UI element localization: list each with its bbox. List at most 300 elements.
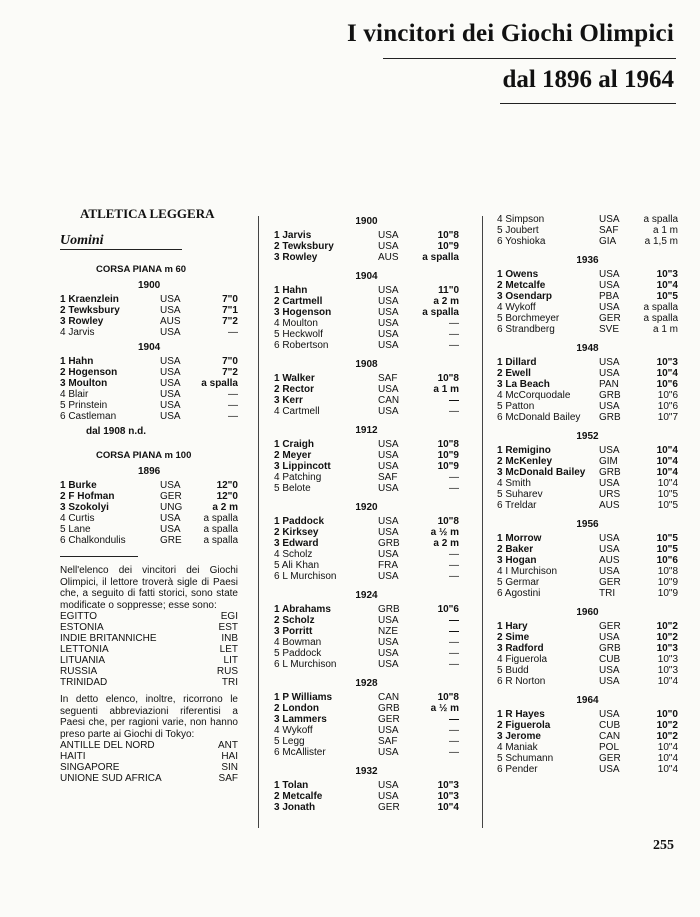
- result-value: —: [449, 747, 459, 758]
- result-row: [497, 533, 678, 544]
- result-value: a spalla: [201, 378, 238, 389]
- country-code: USA: [378, 527, 399, 538]
- athlete-name: 4 Cartmell: [274, 406, 320, 417]
- athlete-name: 5 Germar: [497, 577, 540, 588]
- athlete-name: 4 McCorquodale: [497, 390, 571, 401]
- athlete-name: 3 Jonath: [274, 802, 316, 813]
- country-code: USA: [599, 544, 620, 555]
- country-code: GIA: [599, 236, 617, 247]
- country-code: GRB: [378, 538, 400, 549]
- result-row: [60, 400, 238, 411]
- result-row: [274, 527, 459, 538]
- results-list: [497, 533, 678, 599]
- country-abbr: SAF: [218, 773, 238, 784]
- result-value: 10"6: [657, 390, 678, 401]
- country-code: USA: [599, 302, 620, 313]
- country-code: CAN: [378, 395, 400, 406]
- athlete-name: 1 Burke: [60, 480, 97, 491]
- country-name: ANTILLE DEL NORD: [60, 740, 155, 751]
- result-row: [497, 676, 678, 687]
- result-row: [497, 643, 678, 654]
- abbreviation-row: [60, 762, 238, 773]
- result-value: —: [449, 395, 459, 406]
- country-code: USA: [160, 327, 181, 338]
- country-name: HAITI: [60, 751, 86, 762]
- country-code: CAN: [378, 692, 400, 703]
- country-code: USA: [378, 296, 399, 307]
- country-code: USA: [160, 294, 181, 305]
- country-code: SAF: [378, 736, 398, 747]
- result-row: [274, 395, 459, 406]
- year-heading: 1896: [138, 466, 161, 477]
- athlete-name: 1 Morrow: [497, 533, 542, 544]
- result-value: 10"4: [656, 456, 678, 467]
- country-code: USA: [378, 747, 399, 758]
- result-row: [274, 791, 459, 802]
- country-code: GER: [599, 621, 621, 632]
- result-value: 7"1: [222, 305, 238, 316]
- result-row: [60, 367, 238, 378]
- result-value: 10"4: [657, 478, 678, 489]
- year-heading: 1932: [355, 766, 378, 777]
- athlete-name: 3 Jerome: [497, 731, 541, 742]
- result-value: 10"8: [437, 516, 459, 527]
- result-value: 12"0: [216, 480, 238, 491]
- country-code: AUS: [599, 500, 620, 511]
- result-row: [497, 390, 678, 401]
- country-code: GIM: [599, 456, 618, 467]
- athlete-name: 5 Legg: [274, 736, 305, 747]
- result-value: 10"3: [437, 791, 459, 802]
- result-value: 10"4: [656, 445, 678, 456]
- results-list: [274, 230, 459, 263]
- athlete-name: 6 Agostini: [497, 588, 541, 599]
- result-value: —: [449, 483, 459, 494]
- country-code: USA: [378, 791, 399, 802]
- country-code: USA: [160, 524, 181, 535]
- result-value: 10"4: [657, 764, 678, 775]
- athlete-name: 2 Meyer: [274, 450, 312, 461]
- country-code: USA: [378, 340, 399, 351]
- result-value: —: [449, 329, 459, 340]
- result-value: 7"2: [222, 367, 238, 378]
- result-value: 10"3: [657, 665, 678, 676]
- result-value: a 1 m: [652, 225, 678, 236]
- country-code: AUS: [378, 252, 399, 263]
- result-value: —: [449, 406, 459, 417]
- country-code: CUB: [599, 720, 621, 731]
- country-name: LITUANIA: [60, 655, 106, 666]
- country-code: GER: [599, 313, 621, 324]
- result-value: 10"2: [656, 632, 678, 643]
- result-value: 10"5: [657, 489, 678, 500]
- country-code: USA: [378, 241, 399, 252]
- result-row: [60, 389, 238, 400]
- country-code: USA: [599, 566, 620, 577]
- athlete-name: 1 Paddock: [274, 516, 325, 527]
- result-value: 7"0: [222, 294, 238, 305]
- country-name: LETTONIA: [60, 644, 109, 655]
- result-value: —: [228, 400, 238, 411]
- athlete-name: 1 Abrahams: [274, 604, 331, 615]
- athlete-name: 2 Kirksey: [274, 527, 319, 538]
- results-list: [274, 285, 459, 351]
- country-code: USA: [378, 230, 399, 241]
- athlete-name: 1 Tolan: [274, 780, 309, 791]
- abbreviation-row: [60, 622, 238, 633]
- result-row: [274, 472, 459, 483]
- athlete-name: 5 Patton: [497, 401, 535, 412]
- country-code: USA: [599, 709, 620, 720]
- result-value: —: [449, 571, 459, 582]
- result-value: 10"9: [657, 588, 678, 599]
- result-row: [274, 747, 459, 758]
- country-code: USA: [378, 450, 399, 461]
- result-row: [497, 269, 678, 280]
- country-code: USA: [599, 632, 620, 643]
- result-row: [497, 456, 678, 467]
- country-abbr: EGI: [220, 611, 238, 622]
- result-value: a spalla: [203, 513, 238, 524]
- result-value: 12"0: [216, 491, 238, 502]
- country-code: USA: [599, 214, 620, 225]
- athlete-name: 4 Simpson: [497, 214, 545, 225]
- result-value: 10"4: [657, 676, 678, 687]
- result-row: [497, 489, 678, 500]
- result-row: [274, 307, 459, 318]
- abbreviation-row: [60, 633, 238, 644]
- result-row: [497, 500, 678, 511]
- country-code: USA: [378, 318, 399, 329]
- result-value: 10"7: [657, 412, 678, 423]
- result-row: [497, 588, 678, 599]
- country-code: GRB: [378, 703, 400, 714]
- result-value: —: [449, 648, 459, 659]
- athlete-name: 3 Rowley: [60, 316, 104, 327]
- result-row: [497, 368, 678, 379]
- athlete-name: 1 Hahn: [274, 285, 308, 296]
- result-value: —: [449, 615, 459, 626]
- note-paragraph: In detto elenco, inoltre, ricorrono le seguenti abbreviazioni riferentisi a Paesi che, per ragioni varie, non hanno preso parte ai Giochi di Tokyo:: [60, 694, 238, 740]
- country-abbr: TRI: [221, 677, 238, 688]
- country-code: GRB: [599, 467, 621, 478]
- results-list: [60, 294, 238, 338]
- athlete-name: 2 Baker: [497, 544, 534, 555]
- event-title: CORSA PIANA m 60: [96, 264, 187, 275]
- result-row: [497, 544, 678, 555]
- result-value: a 1 m: [433, 384, 459, 395]
- note-separator: [60, 556, 138, 557]
- result-value: a 2 m: [212, 502, 238, 513]
- category-heading: Uomini: [60, 235, 182, 250]
- country-code: SAF: [378, 472, 398, 483]
- athlete-name: 4 Wykoff: [274, 725, 313, 736]
- result-row: [497, 632, 678, 643]
- country-code: USA: [599, 445, 620, 456]
- country-code: NZE: [378, 626, 398, 637]
- athlete-name: 3 Szokolyi: [60, 502, 109, 513]
- result-value: 10"4: [657, 742, 678, 753]
- country-code: FRA: [378, 560, 398, 571]
- country-code: GRE: [160, 535, 182, 546]
- result-row: [497, 302, 678, 313]
- result-row: [497, 654, 678, 665]
- result-value: 10"8: [437, 439, 459, 450]
- result-value: 10"9: [657, 577, 678, 588]
- page-subtitle: dal 1896 al 1964: [502, 66, 674, 93]
- result-value: a 2 m: [433, 538, 459, 549]
- result-row: [497, 401, 678, 412]
- result-value: —: [228, 411, 238, 422]
- country-code: GRB: [599, 643, 621, 654]
- result-row: [274, 725, 459, 736]
- athlete-name: 2 Rector: [274, 384, 315, 395]
- result-value: a 1 m: [652, 324, 678, 335]
- abbreviation-row: [60, 677, 238, 688]
- country-abbr: LET: [219, 644, 238, 655]
- note-paragraph: Nell'elenco dei vincitori dei Giochi Olimpici, il lettore troverà sigle di Paesi che, a seguito di fatti storici, sono state modificate o soppresse; esse sono:: [60, 565, 238, 611]
- athlete-name: 5 Heckwolf: [274, 329, 323, 340]
- result-row: [274, 736, 459, 747]
- athlete-name: 3 Lippincott: [274, 461, 331, 472]
- country-code: USA: [378, 483, 399, 494]
- result-value: 10"9: [437, 450, 459, 461]
- athlete-name: 6 Chalkondulis: [60, 535, 126, 546]
- year-heading: 1900: [138, 280, 161, 291]
- result-row: [274, 659, 459, 670]
- result-value: —: [449, 736, 459, 747]
- athlete-name: 2 Metcalfe: [497, 280, 546, 291]
- country-code: USA: [378, 461, 399, 472]
- athlete-name: 5 Borchmeyer: [497, 313, 560, 324]
- athlete-name: 2 London: [274, 703, 319, 714]
- athlete-name: 3 Moulton: [60, 378, 108, 389]
- result-value: 10"2: [656, 720, 678, 731]
- athlete-name: 6 L Murchison: [274, 571, 337, 582]
- result-value: 10"8: [437, 692, 459, 703]
- result-row: [497, 412, 678, 423]
- result-row: [274, 483, 459, 494]
- country-code: USA: [160, 389, 181, 400]
- country-code: USA: [599, 676, 620, 687]
- year-heading: 1956: [576, 519, 599, 530]
- result-value: a spalla: [203, 535, 238, 546]
- result-row: [274, 703, 459, 714]
- country-abbr: LIT: [223, 655, 238, 666]
- country-code: USA: [160, 480, 181, 491]
- result-row: [60, 294, 238, 305]
- athlete-name: 6 R Norton: [497, 676, 546, 687]
- year-heading: 1912: [355, 425, 378, 436]
- year-heading: 1960: [576, 607, 599, 618]
- result-row: [274, 802, 459, 813]
- result-row: [497, 478, 678, 489]
- result-value: 10"4: [656, 467, 678, 478]
- abbreviation-row: [60, 611, 238, 622]
- country-code: USA: [599, 401, 620, 412]
- athlete-name: 4 Smith: [497, 478, 531, 489]
- athlete-name: 1 Hary: [497, 621, 528, 632]
- result-row: [497, 742, 678, 753]
- result-row: [60, 480, 238, 491]
- result-row: [274, 318, 459, 329]
- result-value: 10"3: [656, 357, 678, 368]
- athlete-name: 5 Suharev: [497, 489, 543, 500]
- result-value: —: [449, 318, 459, 329]
- athlete-name: 6 Castleman: [60, 411, 117, 422]
- results-list: [274, 692, 459, 758]
- result-value: —: [449, 659, 459, 670]
- country-code: USA: [378, 516, 399, 527]
- result-value: a spalla: [643, 313, 678, 324]
- athlete-name: 5 Lane: [60, 524, 91, 535]
- result-row: [497, 621, 678, 632]
- result-row: [274, 450, 459, 461]
- country-code: GER: [599, 753, 621, 764]
- athlete-name: 3 Rowley: [274, 252, 318, 263]
- country-code: GER: [160, 491, 182, 502]
- country-code: USA: [599, 357, 620, 368]
- country-code: USA: [160, 400, 181, 411]
- column-1: [60, 208, 238, 784]
- results-list: [497, 709, 678, 775]
- result-row: [274, 714, 459, 725]
- country-code: UNG: [160, 502, 183, 513]
- country-code: USA: [378, 615, 399, 626]
- result-value: —: [449, 714, 459, 725]
- year-heading: 1928: [355, 678, 378, 689]
- athlete-name: 2 McKenley: [497, 456, 553, 467]
- athlete-name: 2 Sime: [497, 632, 530, 643]
- country-abbr: EST: [218, 622, 238, 633]
- year-heading: 1904: [355, 271, 378, 282]
- column-divider: [482, 216, 483, 828]
- results-list: [497, 445, 678, 511]
- result-row: [60, 305, 238, 316]
- result-row: [274, 439, 459, 450]
- result-value: 10"2: [656, 621, 678, 632]
- result-row: [274, 373, 459, 384]
- country-code: USA: [599, 269, 620, 280]
- page-number: 255: [653, 838, 674, 853]
- result-row: [274, 560, 459, 571]
- country-code: USA: [378, 406, 399, 417]
- result-value: a spalla: [643, 302, 678, 313]
- country-code: USA: [160, 513, 181, 524]
- country-code: USA: [160, 356, 181, 367]
- year-heading: 1952: [576, 431, 599, 442]
- year-heading: 1908: [355, 359, 378, 370]
- results-list: [274, 780, 459, 813]
- result-value: 10"0: [656, 709, 678, 720]
- country-name: INDIE BRITANNICHE: [60, 633, 157, 644]
- column-3: [497, 214, 678, 775]
- result-value: a 1,5 m: [644, 236, 678, 247]
- country-code: USA: [378, 637, 399, 648]
- result-row: [274, 461, 459, 472]
- athlete-name: 4 Maniak: [497, 742, 538, 753]
- year-heading: 1924: [355, 590, 378, 601]
- result-value: —: [449, 637, 459, 648]
- country-abbr: HAI: [221, 751, 238, 762]
- result-row: [60, 535, 238, 546]
- athlete-name: 1 R Hayes: [497, 709, 545, 720]
- note-line: dal 1908 n.d.: [86, 426, 147, 437]
- abbreviation-row: [60, 773, 238, 784]
- year-heading: 1920: [355, 502, 378, 513]
- country-code: URS: [599, 489, 621, 500]
- country-code: SVE: [599, 324, 620, 335]
- country-code: GRB: [599, 412, 621, 423]
- country-code: PAN: [599, 379, 619, 390]
- country-code: GER: [599, 577, 621, 588]
- result-value: 10"6: [656, 555, 678, 566]
- result-value: 10"4: [657, 753, 678, 764]
- abbreviation-row: [60, 740, 238, 751]
- athlete-name: 4 Patching: [274, 472, 322, 483]
- athlete-name: 5 Joubert: [497, 225, 539, 236]
- abbreviation-row: [60, 644, 238, 655]
- result-row: [274, 241, 459, 252]
- result-row: [274, 384, 459, 395]
- result-value: —: [449, 560, 459, 571]
- athlete-name: 6 McAllister: [274, 747, 326, 758]
- result-row: [60, 316, 238, 327]
- country-code: USA: [378, 329, 399, 340]
- country-code: GER: [378, 714, 400, 725]
- subtitle-rule: [500, 103, 676, 104]
- athlete-name: 2 F Hofman: [60, 491, 115, 502]
- country-code: USA: [378, 571, 399, 582]
- country-code: USA: [160, 367, 181, 378]
- result-value: a ½ m: [430, 703, 459, 714]
- result-row: [497, 445, 678, 456]
- result-row: [497, 665, 678, 676]
- athlete-name: 5 Prinstein: [60, 400, 108, 411]
- result-value: 11"0: [438, 285, 459, 296]
- athlete-name: 2 Ewell: [497, 368, 531, 379]
- result-row: [497, 764, 678, 775]
- result-row: [274, 340, 459, 351]
- athlete-name: 1 Hahn: [60, 356, 94, 367]
- athlete-name: 6 Treldar: [497, 500, 537, 511]
- athlete-name: 3 Radford: [497, 643, 544, 654]
- athlete-name: 3 Porritt: [274, 626, 313, 637]
- result-value: 10"3: [656, 643, 678, 654]
- country-code: USA: [599, 533, 620, 544]
- athlete-name: 4 Blair: [60, 389, 89, 400]
- result-value: 7"0: [222, 356, 238, 367]
- country-abbr: SIN: [221, 762, 238, 773]
- event-title: CORSA PIANA m 100: [96, 450, 192, 461]
- athlete-name: 4 I Murchison: [497, 566, 558, 577]
- country-code: USA: [378, 384, 399, 395]
- results-list: [497, 214, 678, 247]
- country-code: USA: [378, 725, 399, 736]
- result-value: 10"3: [656, 269, 678, 280]
- athlete-name: 3 Osendarp: [497, 291, 553, 302]
- athlete-name: 1 Jarvis: [274, 230, 312, 241]
- result-row: [274, 406, 459, 417]
- athlete-name: 4 Bowman: [274, 637, 322, 648]
- result-row: [274, 780, 459, 791]
- abbreviation-row: [60, 655, 238, 666]
- athlete-name: 5 Ali Khan: [274, 560, 320, 571]
- year-heading: 1904: [138, 342, 161, 353]
- athlete-name: 1 Craigh: [274, 439, 315, 450]
- result-row: [274, 252, 459, 263]
- country-code: USA: [378, 307, 399, 318]
